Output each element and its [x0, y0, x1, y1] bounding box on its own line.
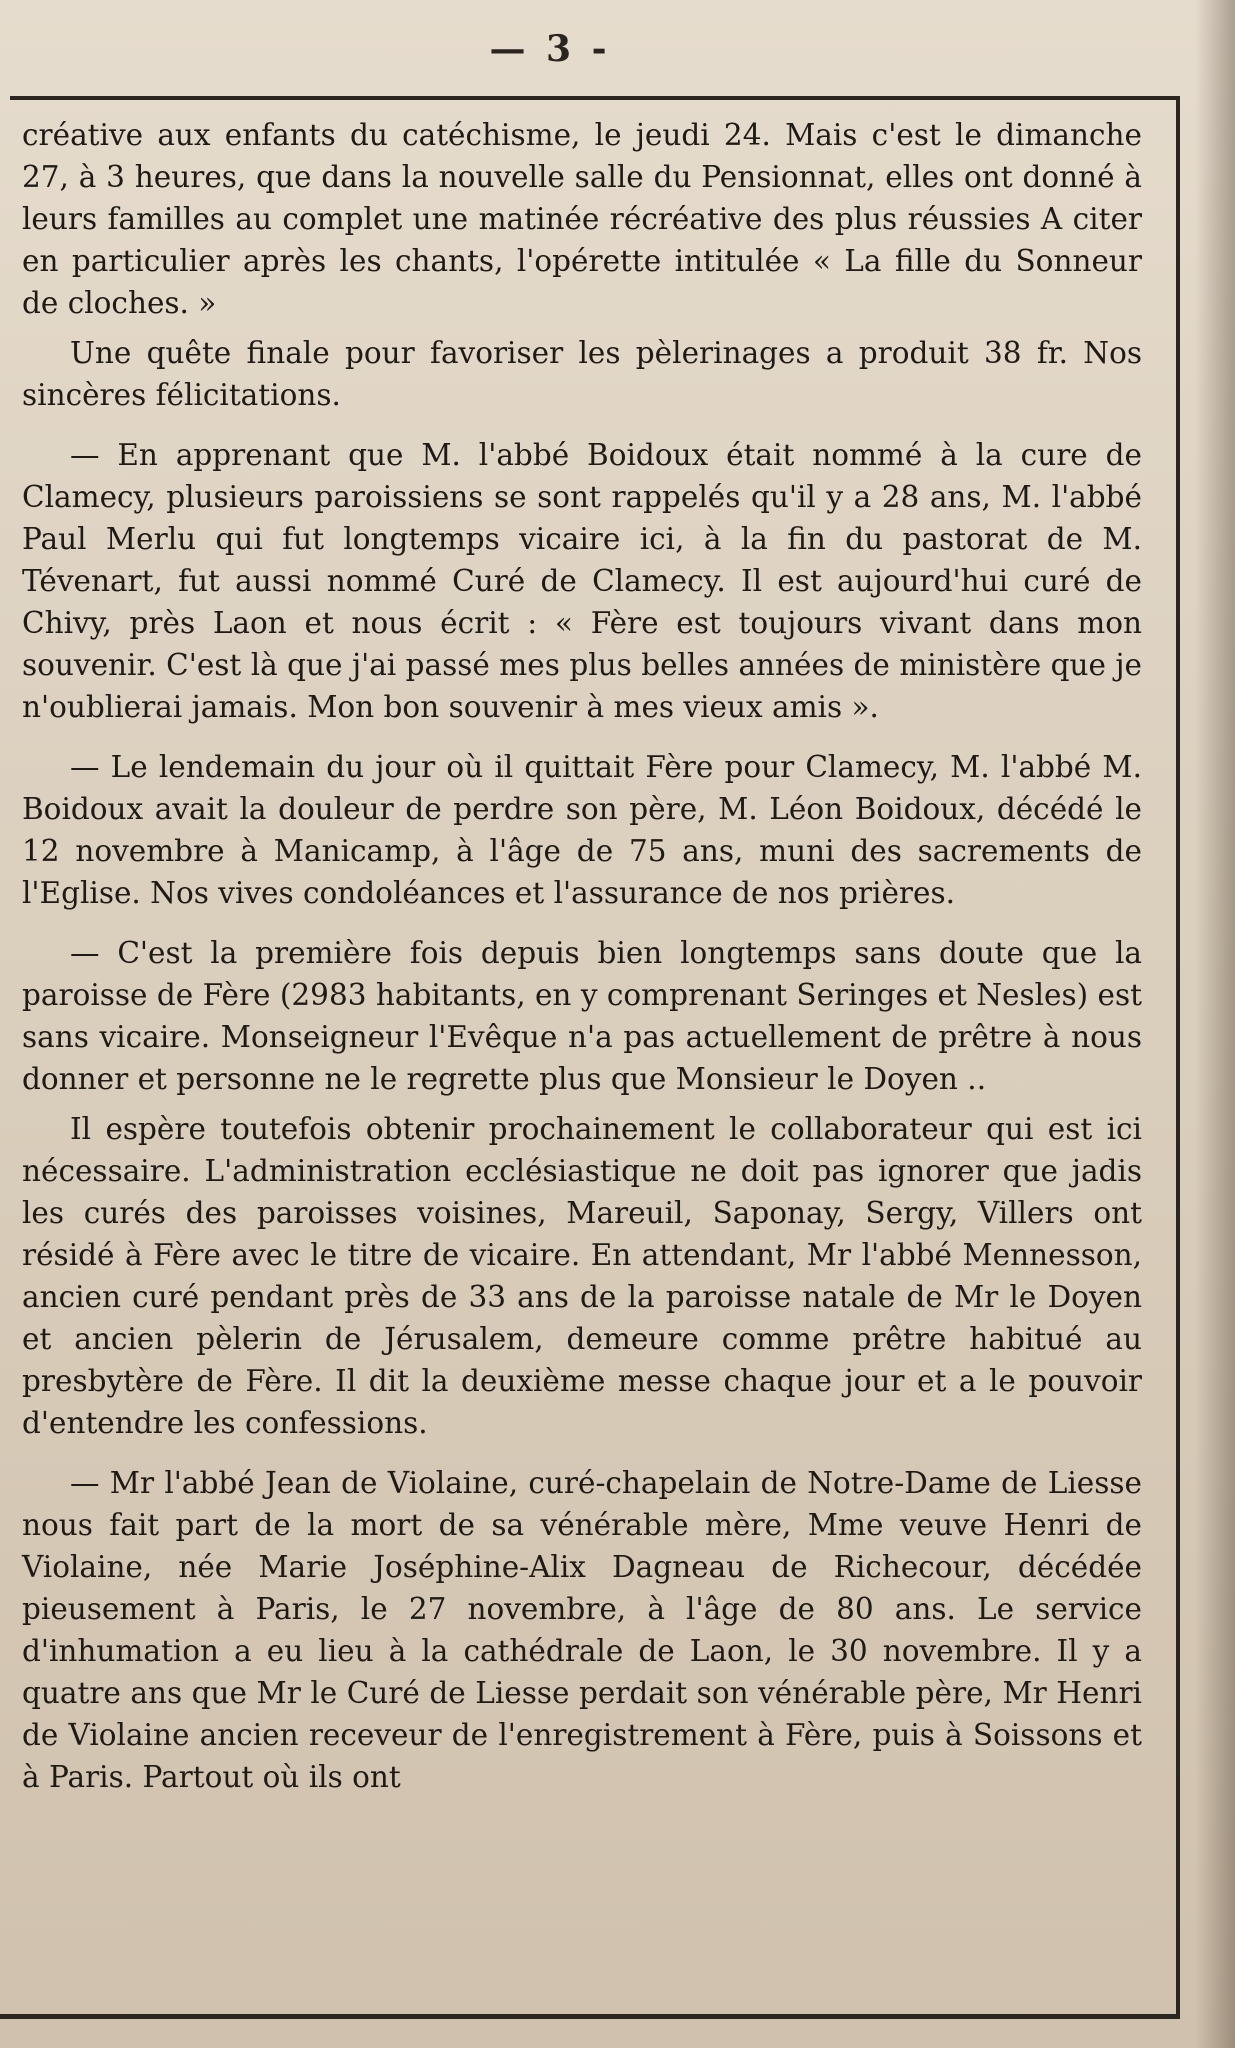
- paragraph-quete: Une quête finale pour favoriser les pèlerinages a produit 38 fr. Nos sincères félicitations.: [22, 336, 1142, 412]
- paragraph-collaborateur: Il espère toutefois obtenir prochainement le collaborateur qui est ici nécessaire. L'administration ecclésiastique ne doit pas ignorer que jadis les curés des paroisses voisines, Mareuil, Saponay, Sergy, Villers ont résidé à Fère avec le titre de vicaire. En attendant, Mr l'abbé Mennesson, ancien curé pendant près de 33 ans de la paroisse natale de Mr le Doyen et ancien pèlerin de Jérusalem, demeure comme prêtre habitué au presbytère de Fère. Il dit la deuxième messe chaque jour et a le pouvoir d'entendre les confessions.: [22, 1112, 1142, 1440]
- right-rule: [1176, 96, 1180, 2018]
- paragraph-abbe-merlu: — En apprenant que M. l'abbé Boidoux était nommé à la cure de Clamecy, plusieurs paroissiens se sont rappelés qu'il y a 28 ans, M. l'abbé Paul Merlu qui fut longtemps vicaire ici, à la fin du pastorat de M. Tévenart, fut aussi nommé Curé de Clamecy. Il est aujourd'hui curé de Chivy, près Laon et nous écrit : « Fère est toujours vivant dans mon souvenir. C'est là que j'ai passé mes plus belles années de ministère que je n'oublierai jamais. Mon bon souvenir à mes vieux amis ».: [22, 438, 1142, 724]
- top-rule: [10, 96, 1180, 100]
- bottom-rule: [0, 2014, 1180, 2019]
- paragraph-leon-boidoux: — Le lendemain du jour où il quittait Fère pour Clamecy, M. l'abbé M. Boidoux avait la douleur de perdre son père, M. Léon Boidoux, décédé le 12 novembre à Manicamp, à l'âge de 75 ans, muni des sacrements de l'Eglise. Nos vives condoléances et l'assurance de nos prières.: [22, 750, 1142, 910]
- paragraph-matinee: créative aux enfants du catéchisme, le jeudi 24. Mais c'est le dimanche 27, à 3 heures, que dans la nouvelle salle du Pensionnat, elles ont donné à leurs familles au complet une matinée récréative des plus réussies A citer en particulier après les chants, l'opérette intitulée « La fille du Sonneur de cloches. »: [22, 118, 1142, 320]
- page-number: — 3 -: [489, 28, 611, 70]
- paragraph-violaine: — Mr l'abbé Jean de Violaine, curé-chapelain de Notre-Dame de Liesse nous fait part de la mort de sa vénérable mère, Mme veuve Henri de Violaine, née Marie Joséphine-Alix Dagneau de Richecour, décédée pieusement à Paris, le 27 novembre, à l'âge de 80 ans. Le service d'inhumation a eu lieu à la cathédrale de Laon, le 30 novembre. Il y a quatre ans que Mr le Curé de Liesse perdait son vénérable père, Mr Henri de Violaine ancien receveur de l'enregistrement à Fère, puis à Soissons et à Paris. Partout où ils ont: [22, 1466, 1142, 1794]
- page-edge-shadow: [1195, 0, 1235, 2048]
- paragraph-sans-vicaire: — C'est la première fois depuis bien longtemps sans doute que la paroisse de Fère (2983 habitants, en y comprenant Seringes et Nesles) est sans vicaire. Monseigneur l'Evêque n'a pas actuellement de prêtre à nous donner et personne ne le regrette plus que Monsieur le Doyen ..: [22, 936, 1142, 1096]
- article-body: [22, 114, 1142, 1816]
